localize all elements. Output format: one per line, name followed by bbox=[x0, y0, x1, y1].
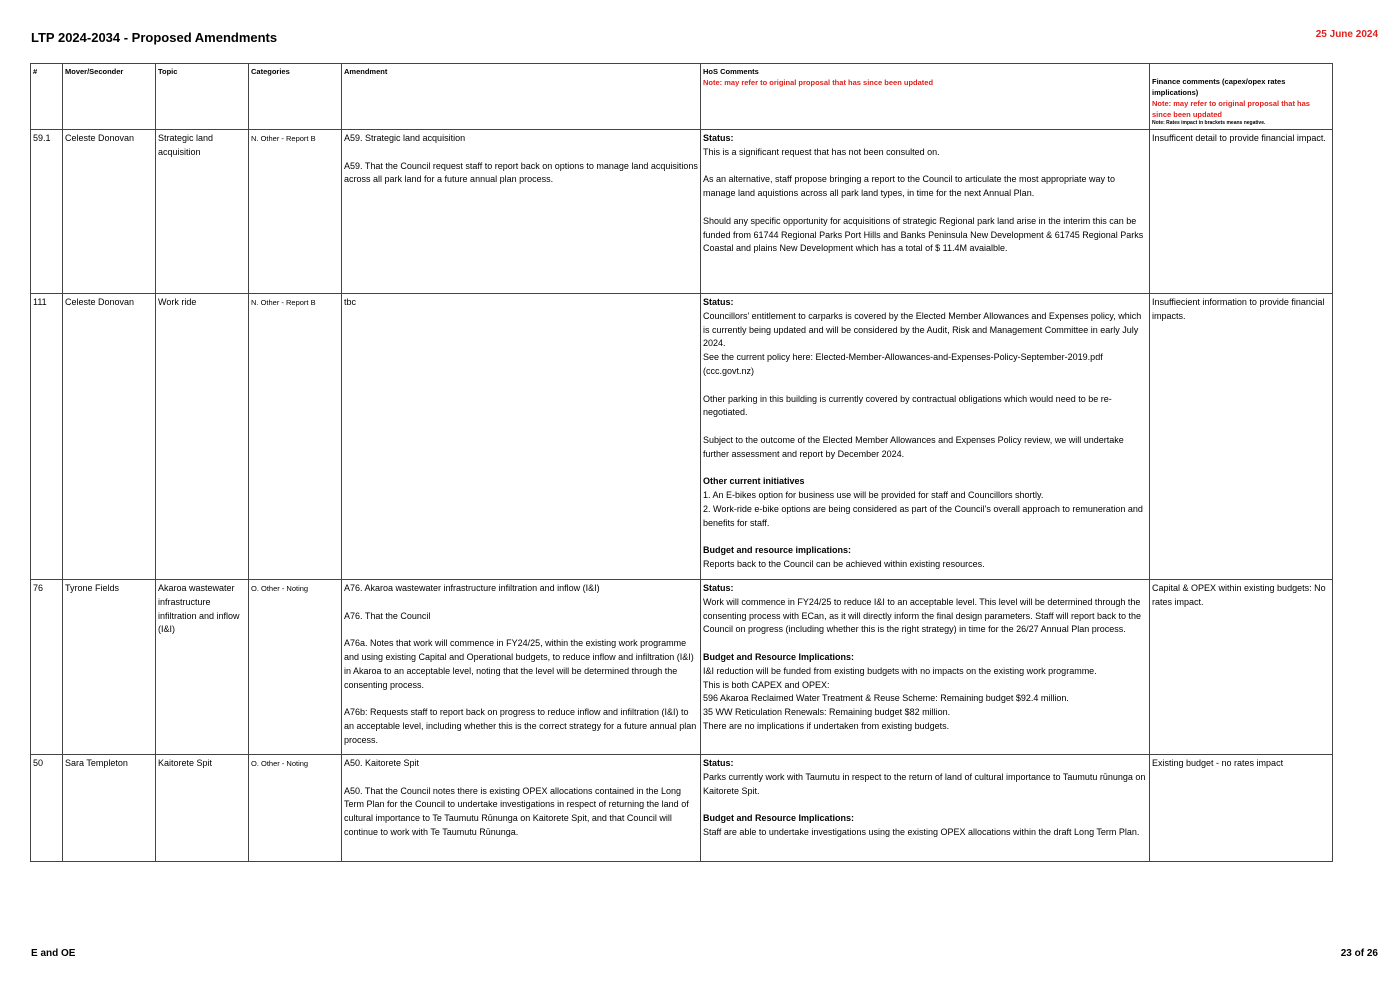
cell-finance bbox=[1150, 580, 1333, 755]
hos-paragraph bbox=[703, 379, 1147, 393]
hos-paragraph: I&I reduction will be funded from existing budgets with no impacts on the existing work programme. bbox=[703, 665, 1097, 676]
col-header-hos bbox=[701, 64, 1150, 130]
cell-hos-comments bbox=[701, 580, 1150, 755]
cell-category bbox=[249, 294, 342, 580]
cell-mover-text: Tyrone Fields bbox=[65, 583, 120, 593]
cell-finance-text: Insufficent detail to provide financial impact. bbox=[1152, 133, 1326, 143]
hos-paragraph: Other parking in this building is currently covered by contractual obligations which would need to be re-negotiated. bbox=[703, 393, 1112, 418]
cell-topic-text: Akaroa wastewater infrastructure infiltration and inflow (I&I) bbox=[158, 583, 240, 635]
hos-paragraph bbox=[703, 160, 1147, 174]
amendment-paragraph: A76b: Requests staff to report back on progress to reduce inflow and infiltration (I&I) to an acceptable level, including whether this is the correct strategy for a future annual plan process. bbox=[344, 707, 697, 745]
cell-hos-comments bbox=[701, 130, 1150, 294]
hos-paragraph: Councillors’ entitlement to carparks is covered by the Elected Member Allowances and Expenses policy, which is currently being updated and will be considered by the Audit, Risk and Management Committee in early July 2024. bbox=[703, 310, 1142, 349]
hos-header-label: HoS Comments bbox=[703, 67, 759, 76]
hos-paragraph bbox=[703, 637, 1147, 651]
hos-paragraph bbox=[703, 201, 1147, 215]
hos-paragraph bbox=[703, 798, 1147, 812]
cell-amendment bbox=[342, 755, 701, 862]
hos-paragraph: See the current policy here: Elected-Member-Allowances-and-Expenses-Policy-September-2019.pdf (ccc.govt.nz) bbox=[703, 352, 1103, 376]
col-header-categories: Categories bbox=[249, 64, 342, 130]
cell-topic bbox=[156, 130, 249, 294]
cell-topic-text: Work ride bbox=[158, 297, 197, 307]
hos-paragraph: 2. Work-ride e-bike options are being considered as part of the Council’s overall approach to remuneration and benefits for staff. bbox=[703, 503, 1143, 528]
hos-paragraph: As an alternative, staff propose bringing a report to the Council to articulate the most appropriate way to manage land aquistions across all park land types, in time for the next Annual Plan. bbox=[703, 174, 1116, 199]
hos-paragraph: 596 Akaroa Reclaimed Water Treatment & Reuse Scheme: Remaining budget $92.4 million. bbox=[703, 693, 1069, 704]
amendment-paragraph bbox=[344, 596, 698, 610]
cell-num-text: 50 bbox=[33, 758, 44, 768]
cell-hos-comments bbox=[701, 294, 1150, 580]
cell-finance-text: Existing budget - no rates impact bbox=[1152, 758, 1284, 768]
col-header-num: # bbox=[31, 64, 63, 130]
amendment-paragraph bbox=[344, 692, 698, 706]
hos-paragraph bbox=[703, 420, 1147, 434]
hos-budget-label: Budget and Resource Implications: bbox=[703, 813, 855, 824]
hos-paragraph: This is both CAPEX and OPEX: bbox=[703, 679, 830, 690]
hos-paragraph: Parks currently work with Taumutu in respect to the return of land of cultural importance to Taumutu rūnunga on Kaitorete Spit. bbox=[703, 771, 1146, 796]
cell-category bbox=[249, 580, 342, 755]
cell-num-text: 76 bbox=[33, 583, 44, 593]
table-row bbox=[31, 755, 1333, 862]
hos-paragraph: 35 WW Reticulation Renewals: Remaining budget $82 million. bbox=[703, 707, 951, 718]
hos-paragraph: 1. An E-bikes option for business use will be provided for staff and Councillors shortly. bbox=[703, 490, 1044, 501]
cell-mover bbox=[63, 294, 156, 580]
cell-finance bbox=[1150, 755, 1333, 862]
hos-budget-label: Budget and Resource Implications: bbox=[703, 651, 855, 662]
page-date: 25 June 2024 bbox=[1315, 29, 1378, 40]
cell-mover-text: Celeste Donovan bbox=[65, 133, 135, 143]
hos-status-label: Status: bbox=[703, 758, 734, 768]
cell-num bbox=[31, 294, 63, 580]
footer-page-number: 23 of 26 bbox=[1340, 948, 1378, 959]
finance-header-note: Note: may refer to original proposal that has since been updated bbox=[1152, 99, 1310, 119]
amendment-paragraph: A50. That the Council notes there is existing OPEX allocations contained in the Long Term Plan for the Council to undertake investigations in respect of returning the land of cultural importance to Te Taumutu Rūnunga on Kaitorete Spit, and that Council will continue to work with Te Taumutu Rūnunga. bbox=[344, 785, 689, 837]
cell-mover-text: Sara Templeton bbox=[65, 758, 128, 768]
cell-category bbox=[249, 130, 342, 294]
cell-amendment bbox=[342, 130, 701, 294]
hos-paragraph: There are no implications if undertaken from existing budgets. bbox=[703, 720, 950, 731]
hos-header-note: Note: may refer to original proposal that has since been updated bbox=[703, 78, 934, 87]
cell-mover-text: Celeste Donovan bbox=[65, 297, 135, 307]
amendment-paragraph: A76a. Notes that work will commence in FY24/25, within the existing work programme and using existing Capital and Operational budgets, to reduce inflow and infiltration (I&I) in Akaroa to an acceptable level, noting that the level will be determined through the consenting process. bbox=[344, 638, 694, 690]
hos-paragraph: Staff are able to undertake investigations using the existing OPEX allocations within the draft Long Term Plan. bbox=[703, 826, 1140, 837]
table-header-row bbox=[31, 64, 1333, 130]
col-header-amendment: Amendment bbox=[342, 64, 701, 130]
amendment-paragraph bbox=[344, 146, 698, 160]
finance-header-small-note: Note: Rates impact in brackets means negative. bbox=[1152, 120, 1266, 126]
footer-disclaimer: E and OE bbox=[31, 948, 76, 959]
amendment-paragraph bbox=[344, 771, 698, 785]
cell-category-text: N. Other - Report B bbox=[251, 298, 316, 307]
table-row bbox=[31, 294, 1333, 580]
cell-topic-text: Strategic land acquisition bbox=[158, 133, 214, 157]
hos-paragraph: Work will commence in FY24/25 to reduce I&I to an acceptable level. This level will be determined through the consenting process with ECan, as it will directly inform the final design parameters. Staff will report back to the Council on progress (including whether this is the right strategy) in time for the 26/27 Annual Plan process. bbox=[703, 596, 1142, 635]
col-header-finance bbox=[1150, 64, 1333, 130]
cell-category-text: O. Other - Noting bbox=[251, 584, 309, 593]
cell-mover bbox=[63, 755, 156, 862]
hos-paragraph: Reports back to the Council can be achieved within existing resources. bbox=[703, 559, 985, 570]
hos-paragraph: Subject to the outcome of the Elected Member Allowances and Expenses Policy review, we will undertake further assessment and report by December 2024. bbox=[703, 434, 1124, 459]
amendment-paragraph: A59. That the Council request staff to report back on options to manage land acquisitions across all park land for a future annual plan process. bbox=[344, 160, 698, 185]
hos-budget-label: Budget and resource implications: bbox=[703, 545, 852, 556]
col-header-topic: Topic bbox=[156, 64, 249, 130]
cell-category-text: N. Other - Report B bbox=[251, 134, 316, 143]
cell-finance-text: Capital & OPEX within existing budgets: No rates impact. bbox=[1152, 583, 1326, 607]
hos-status-label: Status: bbox=[703, 583, 734, 593]
amendment-paragraph: A76. That the Council bbox=[344, 610, 431, 621]
cell-topic bbox=[156, 294, 249, 580]
cell-category-text: O. Other - Noting bbox=[251, 759, 309, 768]
cell-topic bbox=[156, 755, 249, 862]
cell-num bbox=[31, 580, 63, 755]
cell-num-text: 111 bbox=[33, 297, 47, 307]
cell-topic-text: Kaitorete Spit bbox=[158, 758, 213, 768]
hos-status-label: Status: bbox=[703, 297, 734, 307]
cell-mover bbox=[63, 130, 156, 294]
cell-hos-comments bbox=[701, 755, 1150, 862]
amendment-paragraph: A59. Strategic land acquisition bbox=[344, 133, 466, 143]
cell-finance bbox=[1150, 294, 1333, 580]
amendment-paragraph bbox=[344, 623, 698, 637]
cell-num-text: 59.1 bbox=[33, 133, 51, 143]
col-header-mover: Mover/Seconder bbox=[63, 64, 156, 130]
cell-num bbox=[31, 130, 63, 294]
hos-status-label: Status: bbox=[703, 133, 734, 143]
finance-header-label: Finance comments (capex/opex rates implications) bbox=[1152, 77, 1286, 97]
cell-mover bbox=[63, 580, 156, 755]
cell-category bbox=[249, 755, 342, 862]
hos-paragraph: Should any specific opportunity for acquisitions of strategic Regional park land arise in the interim this can be funded from 61744 Regional Parks Port Hills and Banks Peninsula New Development & 61745 Regional Parks Coastal and plains New Development which has a total of $ 11.4M avaialble. bbox=[703, 215, 1144, 254]
cell-num bbox=[31, 755, 63, 862]
amendment-paragraph: A76. Akaroa wastewater infrastructure infiltration and inflow (I&I) bbox=[344, 583, 600, 593]
hos-section-label: Other current initiatives bbox=[703, 476, 805, 487]
page-title: LTP 2024-2034 - Proposed Amendments bbox=[31, 30, 278, 45]
amendment-paragraph: A50. Kaitorete Spit bbox=[344, 758, 420, 768]
cell-finance-text: Insuffiecient information to provide financial impacts. bbox=[1152, 297, 1325, 321]
cell-finance bbox=[1150, 130, 1333, 294]
cell-topic bbox=[156, 580, 249, 755]
amendments-table bbox=[30, 63, 1333, 862]
cell-amendment bbox=[342, 580, 701, 755]
hos-paragraph bbox=[703, 531, 1147, 545]
amendment-paragraph: tbc bbox=[344, 297, 357, 307]
hos-paragraph: This is a significant request that has not been consulted on. bbox=[703, 146, 940, 157]
table-row bbox=[31, 130, 1333, 294]
cell-amendment bbox=[342, 294, 701, 580]
hos-paragraph bbox=[703, 462, 1147, 476]
table-row bbox=[31, 580, 1333, 755]
